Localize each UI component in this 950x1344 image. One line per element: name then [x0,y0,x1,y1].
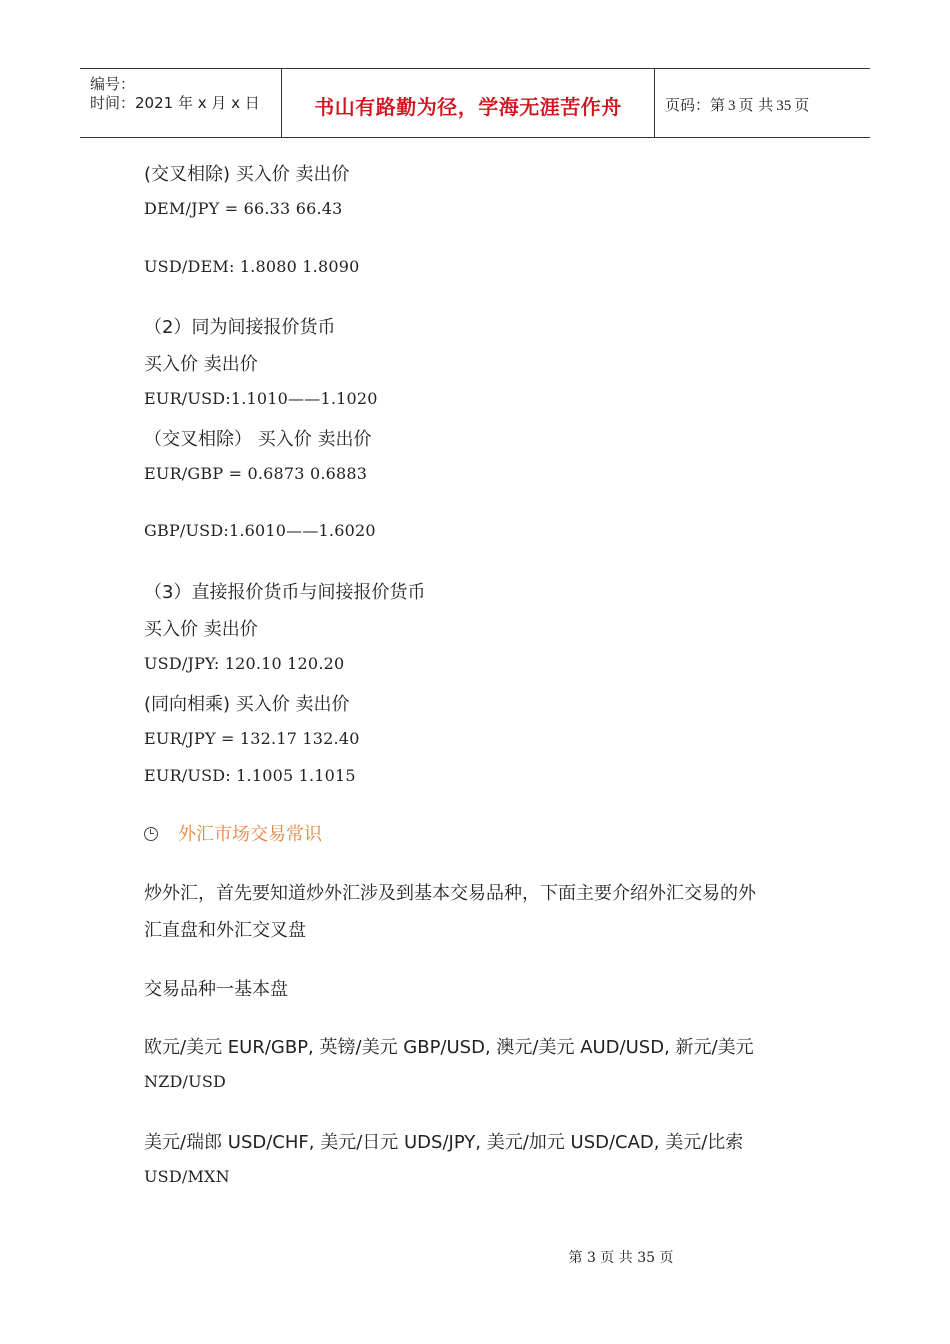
motto: 书山有路勤为径，学海无涯苦作舟 [314,95,622,119]
text-line: 买入价 卖出价 [144,619,258,640]
header-page-cell [655,69,870,137]
page-current: 3 [728,98,736,114]
text-line: EUR/GBP = 0.6873 0.6883 [144,464,368,483]
page-footer: 第 3 页 共 35 页 [568,1250,674,1266]
text-line: USD/JPY: 120.10 120.20 [144,654,345,673]
paragraph-line: 汇直盘和外汇交叉盘 [144,920,306,941]
paragraph-line: 美元/瑞郎 USD/CHF, 美元/日元 UDS/JPY, 美元/加元 USD/CAD, 美元/比索 [144,1132,744,1153]
number-label: 编号： [90,75,136,93]
text-line: GBP/USD:1.6010——1.6020 [144,521,376,540]
paragraph-line: NZD/USD [144,1072,227,1091]
header-motto-cell [282,69,655,137]
page-info [665,94,809,115]
text-line: (同向相乘) 买入价 卖出价 [144,694,350,715]
text-line: DEM/JPY = 66.33 66.43 [144,199,343,218]
time-label: 时间：2021 年 x 月 x 日 [90,94,260,112]
paragraph-line: 炒外汇，首先要知道炒外汇涉及到基本交易品种，下面主要介绍外汇交易的外 [144,883,756,904]
page-suffix: 页 [794,96,810,114]
text-line: （交叉相除） 买入价 卖出价 [144,429,372,450]
page-total: 35 [776,98,792,114]
paragraph-line: 欧元/美元 EUR/GBP, 英镑/美元 GBP/USD, 澳元/美元 AUD/USD, 新元/美元 [144,1037,754,1058]
page-mid: 页 共 [738,96,774,114]
text-line: USD/DEM: 1.8080 1.8090 [144,257,360,276]
text-line: (交叉相除) 买入价 卖出价 [144,164,350,185]
clock-icon [144,827,158,841]
header-meta [80,69,282,137]
text-line: EUR/USD: 1.1005 1.1015 [144,766,356,785]
text-line: EUR/JPY = 132.17 132.40 [144,729,360,748]
page-prefix: 页码：第 [665,96,726,114]
text-line: （3）直接报价货币与间接报价货币 [144,582,426,603]
text-line: EUR/USD:1.1010——1.1020 [144,389,378,408]
section-heading-text: 外汇市场交易常识 [178,824,322,845]
paragraph-line: 交易品种一基本盘 [144,979,288,1000]
text-line: （2）同为间接报价货币 [144,317,336,338]
page-header [80,68,870,138]
section-heading [144,820,322,846]
text-line: 买入价 卖出价 [144,354,258,375]
paragraph-line: USD/MXN [144,1167,230,1186]
